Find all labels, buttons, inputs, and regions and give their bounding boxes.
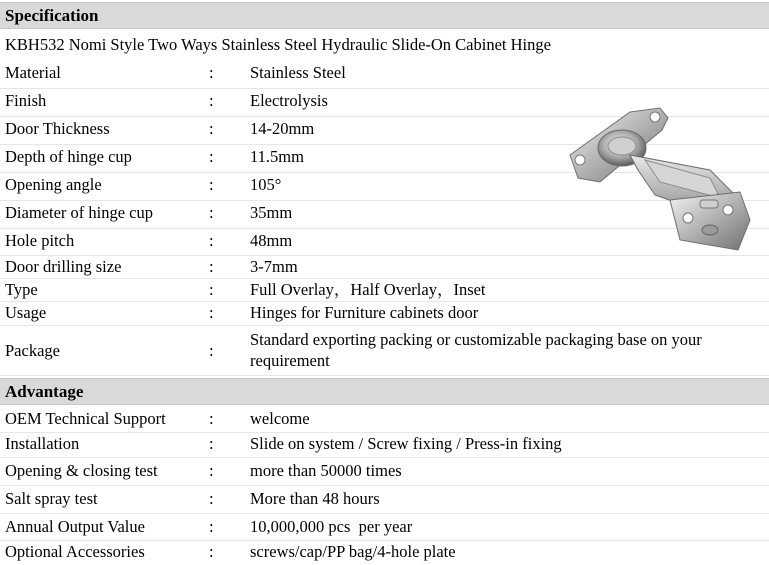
advantage-row-salt-spray (0, 486, 769, 514)
advantage-row-cycle-test (0, 458, 769, 486)
advantage-value: welcome (250, 409, 310, 428)
spec-separator: : (209, 280, 214, 299)
spec-value: 48mm (250, 231, 293, 250)
spec-label: Depth of hinge cup (5, 147, 132, 166)
spec-value: Stainless Steel (250, 63, 346, 82)
advantage-separator: : (209, 489, 214, 508)
spec-row-type (0, 279, 769, 302)
spec-value: 11.5mm (250, 147, 304, 166)
spec-value: 14-20mm (250, 119, 315, 138)
spec-separator: : (209, 119, 214, 138)
advantage-label: Opening & closing test (5, 461, 158, 480)
advantage-row-output (0, 514, 769, 541)
advantage-header-text: Advantage (5, 382, 84, 401)
advantage-label: Salt spray test (5, 489, 98, 508)
spec-label: Material (5, 63, 61, 82)
spec-separator: : (209, 63, 214, 82)
spec-value: 35mm (250, 203, 293, 222)
cabinet-hinge-photo-icon (560, 100, 760, 260)
spec-value: Electrolysis (250, 91, 328, 110)
specification-header (0, 2, 769, 29)
spec-row-usage (0, 302, 769, 326)
spec-label: Door Thickness (5, 119, 110, 138)
specification-header-text: Specification (5, 6, 99, 25)
advantage-separator: : (209, 409, 214, 428)
spec-separator: : (209, 147, 214, 166)
advantage-label: OEM Technical Support (5, 409, 166, 428)
advantage-label: Annual Output Value (5, 517, 145, 536)
advantage-label: Installation (5, 434, 80, 453)
spec-separator: : (209, 203, 214, 222)
spec-label: Opening angle (5, 175, 102, 194)
spec-label: Diameter of hinge cup (5, 203, 153, 222)
spec-value: 3-7mm (250, 257, 298, 276)
spec-separator: : (209, 91, 214, 110)
product-title: KBH532 Nomi Style Two Ways Stainless Steel Hydraulic Slide-On Cabinet Hinge (5, 35, 551, 54)
spec-value: Standard exporting packing or customizable packaging base on your requirement (250, 330, 702, 370)
advantage-row-oem (0, 407, 769, 433)
spec-separator: : (209, 303, 214, 322)
spec-row-material (0, 61, 769, 89)
spec-row-package (0, 326, 769, 376)
advantage-value: Slide on system / Screw fixing / Press-in fixing (250, 434, 562, 453)
spec-separator: : (209, 341, 214, 360)
advantage-header (0, 378, 769, 405)
spec-value: Full Overlay，Half Overlay，Inset (250, 280, 486, 299)
spec-label: Package (5, 341, 60, 360)
advantage-separator: : (209, 461, 214, 480)
advantage-row-installation (0, 433, 769, 458)
spec-label: Finish (5, 91, 47, 110)
spec-separator: : (209, 231, 214, 250)
advantage-value: more than 50000 times (250, 461, 402, 480)
spec-label: Door drilling size (5, 257, 122, 276)
advantage-separator: : (209, 542, 214, 561)
spec-label: Type (5, 280, 38, 299)
advantage-value: More than 48 hours (250, 489, 380, 508)
spec-value: Hinges for Furniture cabinets door (250, 303, 479, 322)
advantage-label: Optional Accessories (5, 542, 145, 561)
spec-separator: : (209, 257, 214, 276)
advantage-row-accessories (0, 541, 769, 565)
advantage-separator: : (209, 434, 214, 453)
spec-separator: : (209, 175, 214, 194)
advantage-value: screws/cap/PP bag/4-hole plate (250, 542, 456, 561)
spec-label: Hole pitch (5, 231, 75, 250)
spec-value: 105° (250, 175, 282, 194)
spec-label: Usage (5, 303, 47, 322)
advantage-separator: : (209, 517, 214, 536)
advantage-value: 10,000,000 pcs per year (250, 517, 413, 536)
